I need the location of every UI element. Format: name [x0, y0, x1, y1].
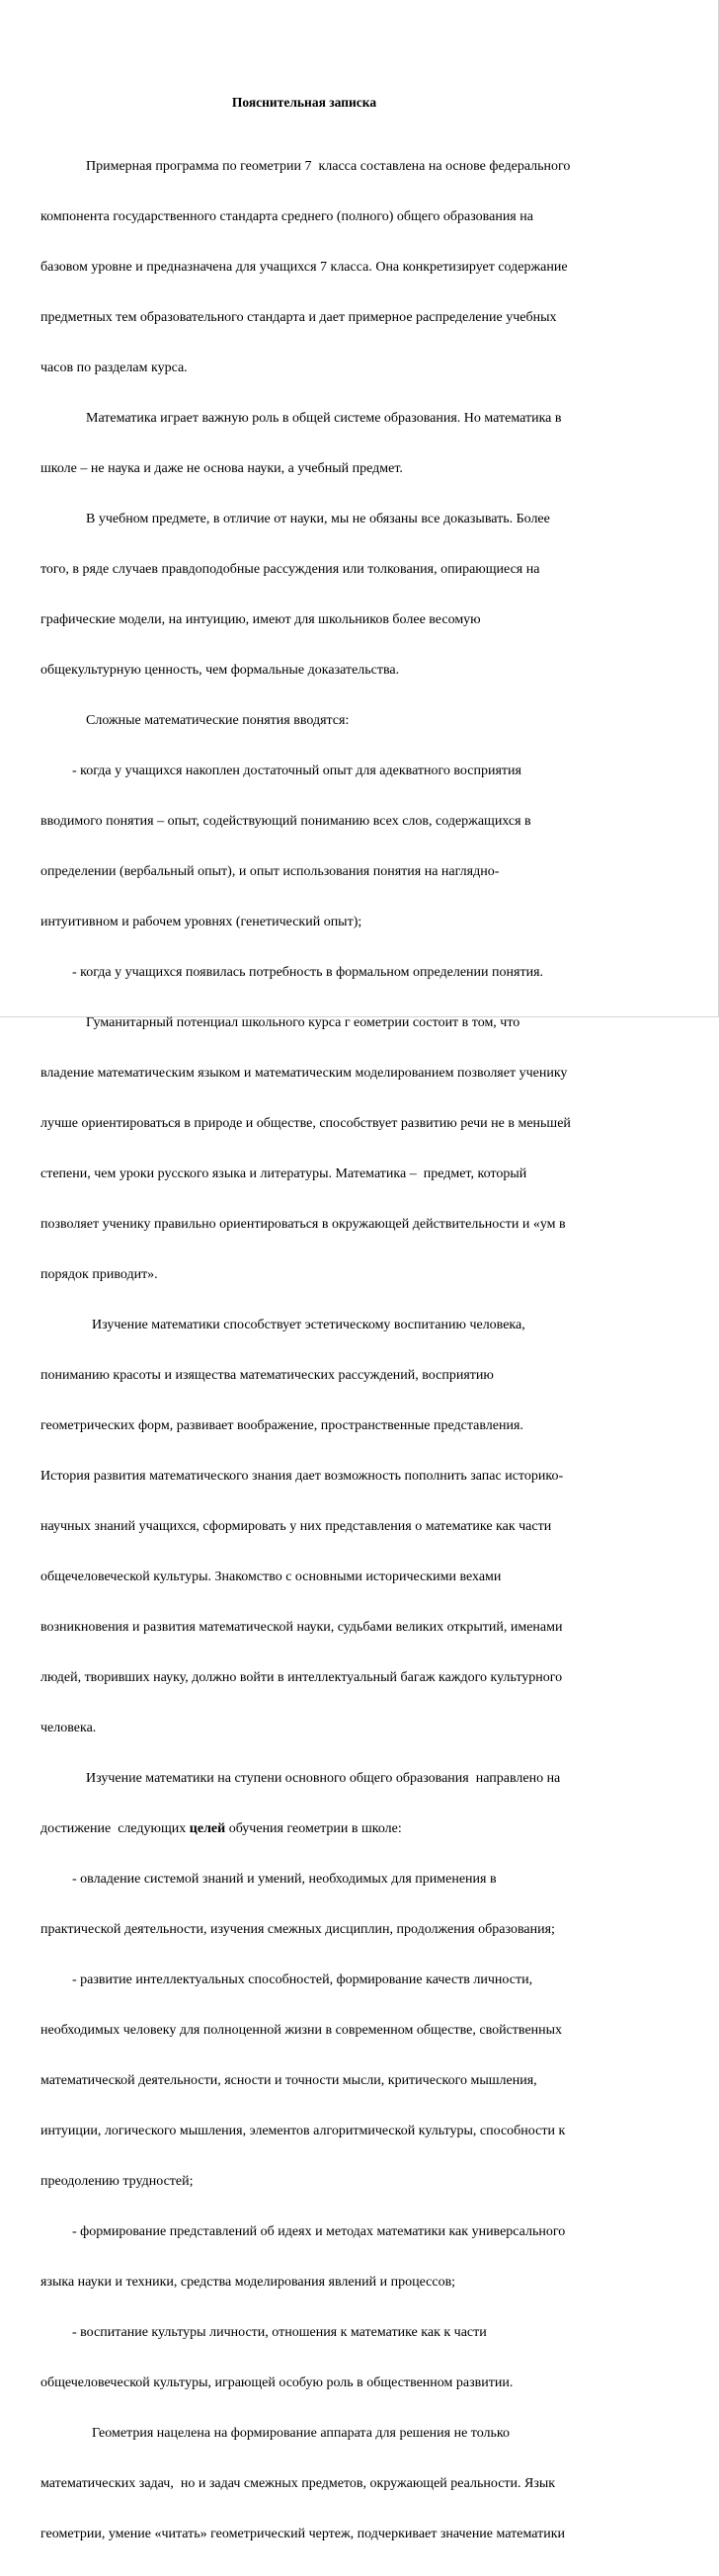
- document-body: [40, 124, 608, 2576]
- paragraph-line: компонента государственного стандарта среднего (полного) общего образования на: [40, 209, 533, 224]
- paragraph-line: определении (вербальный опыт), и опыт использования понятия на наглядно-: [40, 864, 500, 879]
- paragraph-line: Математика играет важную роль в общей системе образования. Но математика в: [86, 411, 562, 426]
- following-word: следующих: [118, 1821, 187, 1836]
- paragraph-line: научных знаний учащихся, сформировать у них представления о математике как части: [40, 1519, 552, 1534]
- list-item-line: - формирование представлений об идеях и методах математики как универсального: [72, 2224, 566, 2239]
- document-title: Пояснительная записка: [231, 95, 377, 110]
- paragraph-line: [40, 1820, 608, 1837]
- paragraph-line: общечеловеческой культуры. Знакомство с основными историческими вехами: [40, 1570, 502, 1584]
- list-item-line: - когда у учащихся накоплен достаточный опыт для адекватного восприятия: [72, 764, 521, 778]
- list-item-line: - развитие интеллектуальных способностей, формирование качеств личности,: [72, 1972, 533, 1987]
- paragraph-line: интуиции, логического мышления, элементов алгоритмической культуры, способности к: [40, 2124, 566, 2138]
- paragraph-line: Геометрия нацелена на формирование аппарата для решения не только: [92, 2426, 511, 2441]
- paragraph-line: школе – не наука и даже не основа науки, а учебный предмет.: [40, 461, 403, 476]
- paragraph-line: базовом уровне и предназначена для учащихся 7 класса. Она конкретизирует содержание: [40, 260, 568, 275]
- paragraph-line: позволяет ученику правильно ориентироваться в окружающей действительности и «ум в: [40, 1217, 566, 1232]
- paragraph-line: графические модели, на интуицию, имеют для школьников более весомую: [40, 612, 481, 627]
- paragraph-line: История развития математического знания дает возможность пополнить запас историко-: [40, 1469, 564, 1484]
- paragraph-line: часов по разделам курса.: [40, 361, 188, 375]
- paragraph-line: лучше ориентироваться в природе и обществе, способствует развитию речи не в меньшей: [40, 1116, 571, 1131]
- paragraph-line: геометрии, умение «читать» геометрический чертеж, подчеркивает значение математики: [40, 2527, 565, 2541]
- paragraph-line: интуитивном и рабочем уровнях (генетический опыт);: [40, 915, 362, 929]
- paragraph-line: математических задач, но и задач смежных предметов, окружающей реальности. Язык: [40, 2476, 556, 2491]
- list-item-line: - воспитание культуры личности, отношения к математике как к части: [72, 2325, 487, 2340]
- paragraph-line: предметных тем образовательного стандарта и дает примерное распределение учебных: [40, 310, 557, 325]
- goals-bold-word: целей: [189, 1821, 226, 1836]
- paragraph-line: человека.: [40, 1721, 97, 1735]
- paragraph-line: практической деятельности, изучения смежных дисциплин, продолжения образования;: [40, 1922, 555, 1937]
- paragraph-line: возникновения и развития математической науки, судьбами великих открытий, именами: [40, 1620, 563, 1635]
- paragraph-line: В учебном предмете, в отличие от науки, мы не обязаны все доказывать. Более: [86, 512, 550, 526]
- paragraph-line: степени, чем уроки русского языка и литературы. Математика – предмет, который: [40, 1167, 527, 1181]
- paragraph-line: порядок приводит».: [40, 1267, 158, 1282]
- paragraph-line: математической деятельности, ясности и точности мысли, критического мышления,: [40, 2073, 537, 2088]
- paragraph-line: общечеловеческой культуры, играющей особую роль в общественном развитии.: [40, 2375, 514, 2390]
- paragraph-line: необходимых человеку для полноценной жизни в современном обществе, свойственных: [40, 2023, 563, 2038]
- list-item-line: - овладение системой знаний и умений, необходимых для применения в: [72, 1872, 497, 1887]
- achievement-word: достижение: [40, 1821, 112, 1836]
- paragraph-line: пониманию красоты и изящества математических рассуждений, восприятию: [40, 1368, 494, 1383]
- paragraph-line: геометрических форм, развивает воображение, пространственные представления.: [40, 1418, 523, 1433]
- paragraph-line: Сложные математические понятия вводятся:: [86, 713, 350, 728]
- paragraph-line: преодолению трудностей;: [40, 2174, 194, 2189]
- paragraph-line: того, в ряде случаев правдоподобные рассуждения или толкования, опирающиеся на: [40, 562, 540, 577]
- paragraph-line: Изучение математики способствует эстетическому воспитанию человека,: [92, 1318, 525, 1332]
- paragraph-line: людей, творивших науку, должно войти в интеллектуальный багаж каждого культурного: [40, 1670, 563, 1685]
- list-item-line: - когда у учащихся появилась потребность в формальном определении понятия.: [72, 965, 544, 980]
- paragraph-line: владение математическим языком и математическим моделированием позволяет ученику: [40, 1066, 568, 1081]
- paragraph-line: Примерная программа по геометрии 7 класса составлена на основе федерального: [86, 159, 571, 174]
- paragraph-line: Гуманитарный потенциал школьного курса г еометрии состоит в том, что: [86, 1015, 520, 1030]
- paragraph-line: общекультурную ценность, чем формальные доказательства.: [40, 663, 400, 678]
- paragraph-line: языка науки и техники, средства моделирования явлений и процессов;: [40, 2275, 456, 2290]
- goals-tail: обучения геометрии в школе:: [228, 1821, 402, 1836]
- paragraph-line: Изучение математики на ступени основного общего образования направлено на: [86, 1771, 561, 1786]
- paragraph-line: вводимого понятия – опыт, содействующий пониманию всех слов, содержащихся в: [40, 814, 531, 829]
